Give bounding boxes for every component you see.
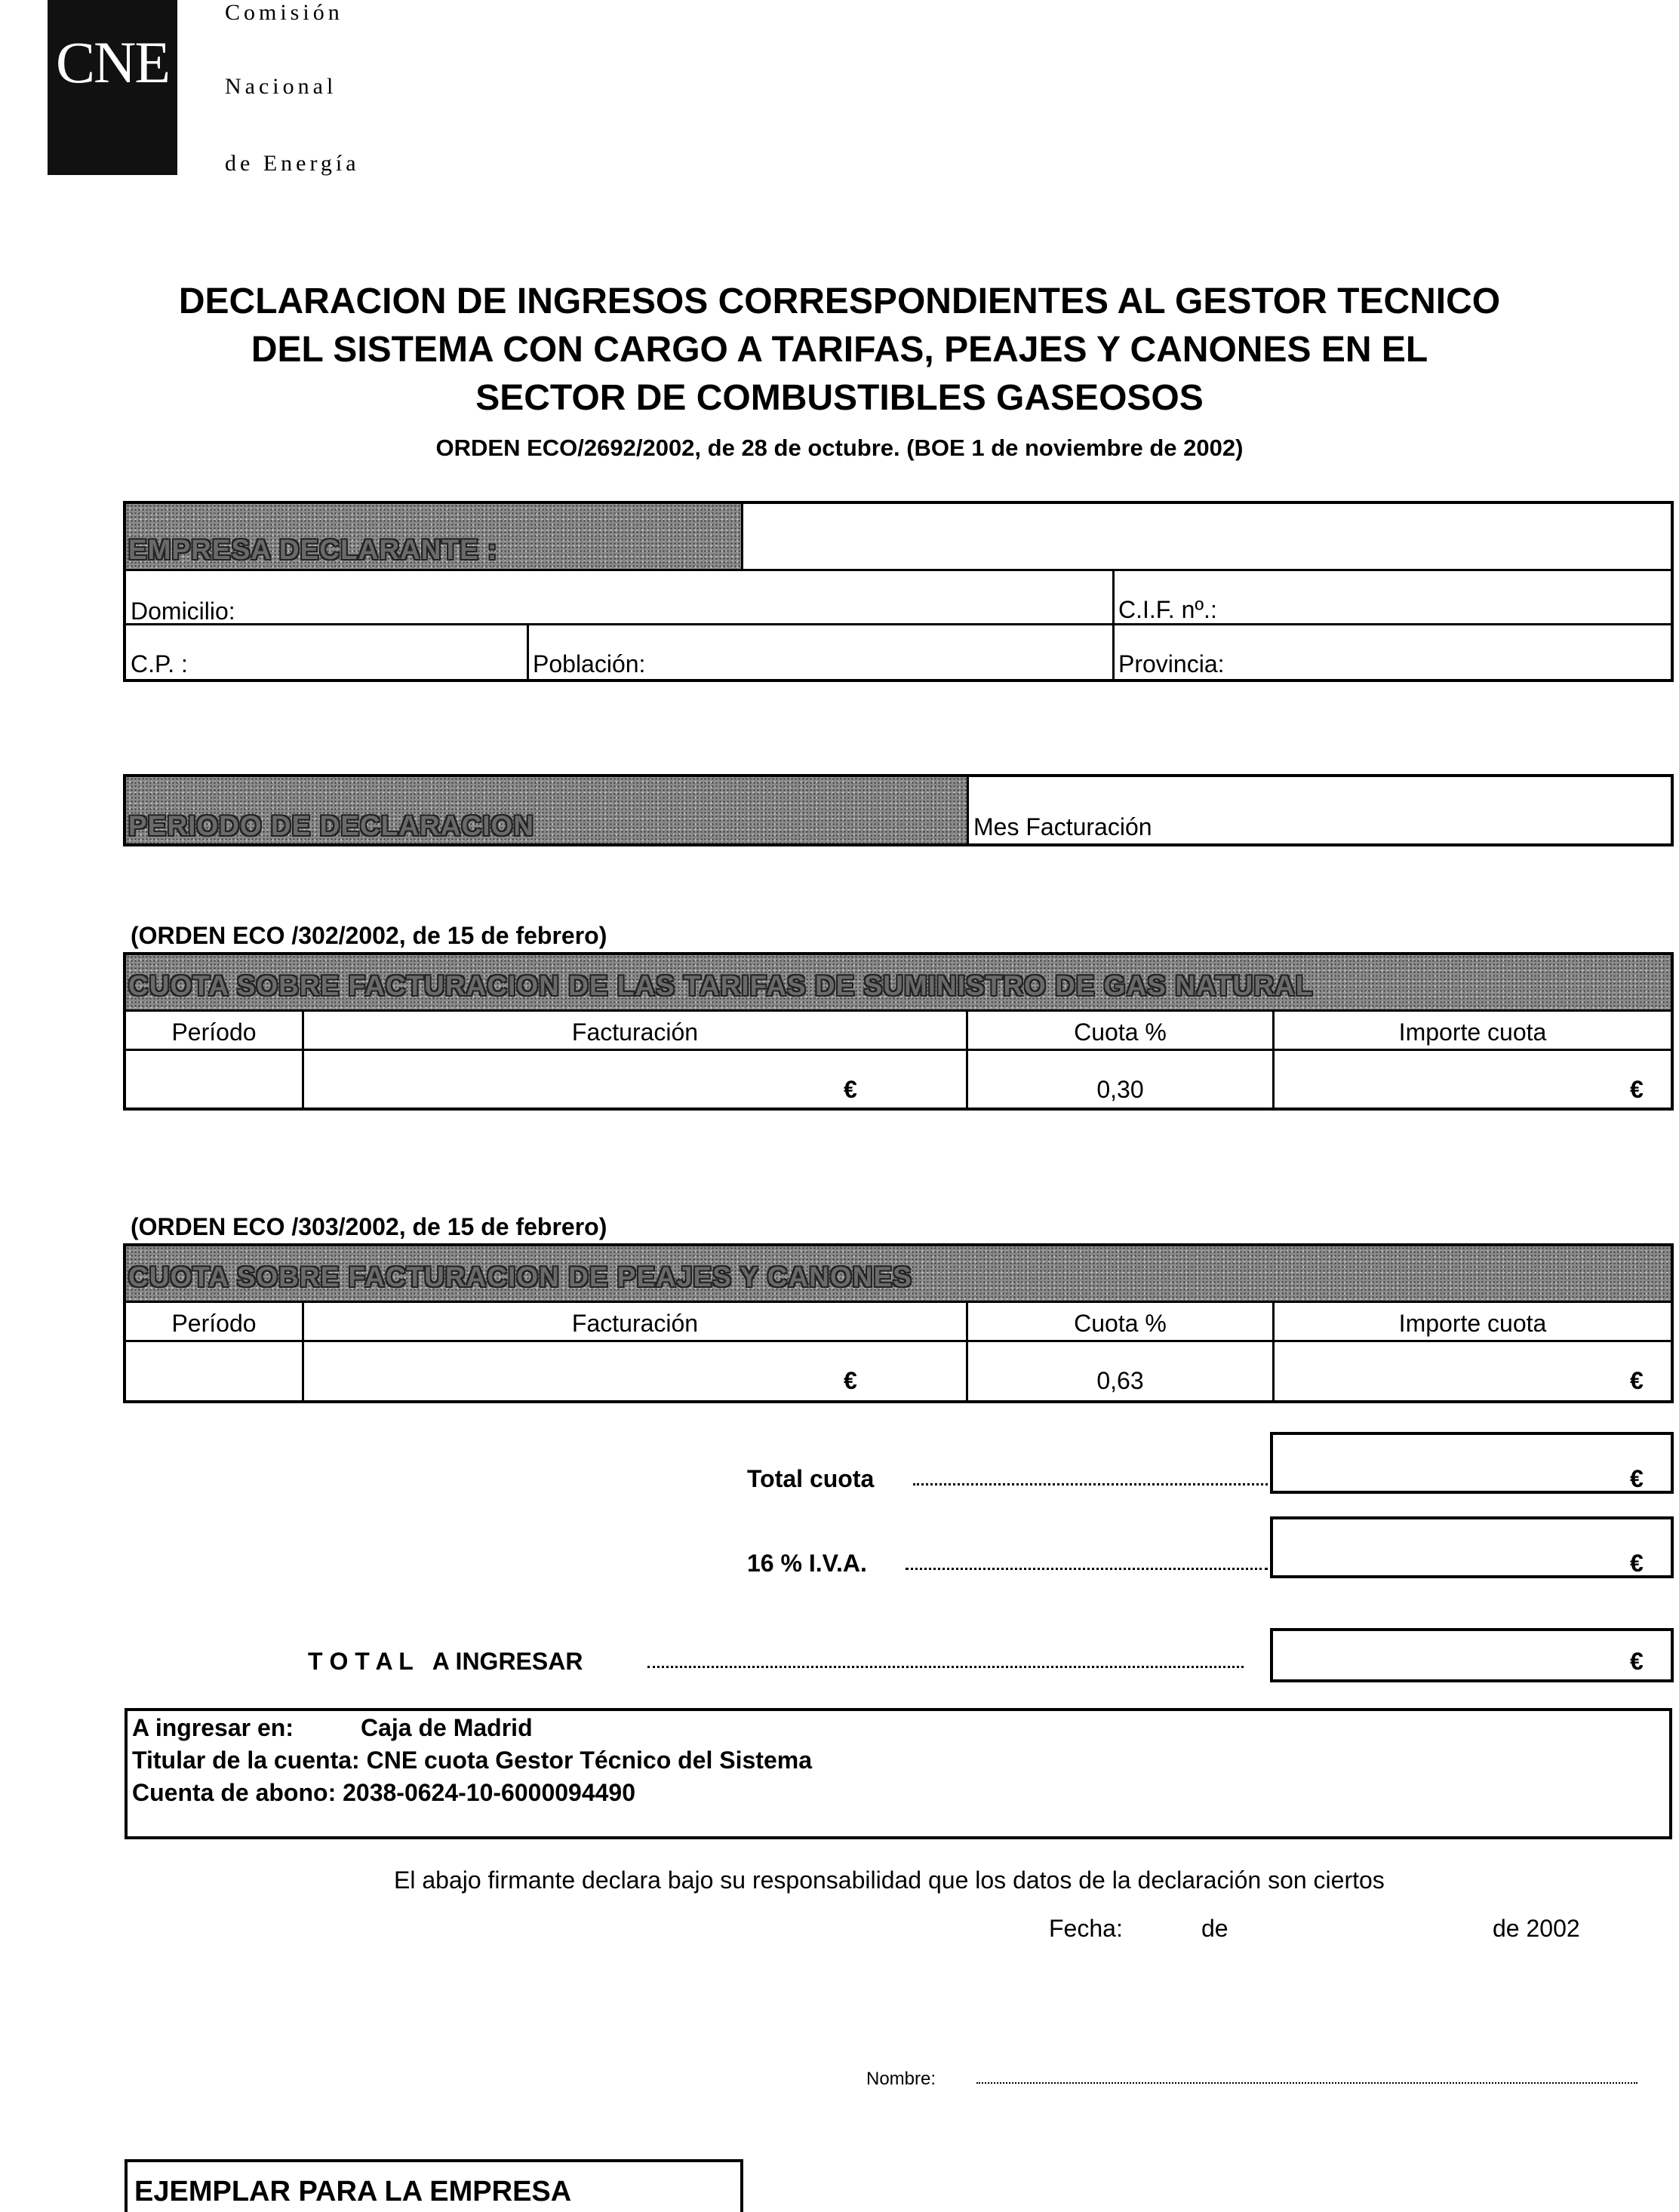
cp-label: C.P. :: [131, 650, 188, 677]
empresa-header: EMPRESA DECLARANTE :: [128, 534, 498, 565]
tabla1-col-cuota: Cuota %: [1074, 1018, 1167, 1046]
divider: [126, 623, 1671, 625]
tabla1-periodo-field[interactable]: [126, 1051, 302, 1108]
tabla2-col-importe: Importe cuota: [1398, 1310, 1547, 1337]
total-cuota-euro: €: [1630, 1465, 1644, 1492]
tabla2-importe-field[interactable]: [1275, 1342, 1671, 1400]
tabla1-importe-euro: €: [1630, 1076, 1644, 1103]
tabla1-facturacion-field[interactable]: [304, 1051, 966, 1108]
tabla2-col-cuota: Cuota %: [1074, 1310, 1167, 1337]
tabla2-facturacion-field[interactable]: [304, 1342, 966, 1400]
total-ingresar-euro: €: [1630, 1648, 1644, 1675]
total-ingresar-label: T O T A L A INGRESAR: [308, 1648, 583, 1675]
tabla2-header: CUOTA SOBRE FACTURACION DE PEAJES Y CANONES: [128, 1261, 912, 1292]
tabla1-col-facturacion: Facturación: [571, 1018, 699, 1046]
total-cuota-leader: [913, 1483, 1268, 1485]
cif-label: C.I.F. nº.:: [1118, 596, 1217, 623]
total-ingresar-leader: [647, 1666, 1244, 1668]
logo-abbr: CNE: [56, 29, 169, 95]
tabla1-facturacion-euro: €: [844, 1076, 857, 1103]
tabla1-header: CUOTA SOBRE FACTURACION DE LAS TARIFAS DE SUMINISTRO DE GAS NATURAL: [128, 970, 1314, 1001]
title-line-1: DECLARACION DE INGRESOS CORRESPONDIENTES AL GESTOR TECNICO: [178, 281, 1501, 321]
divider: [967, 777, 969, 843]
total-ingresar-field[interactable]: [1270, 1628, 1674, 1682]
iva-field[interactable]: [1270, 1516, 1674, 1578]
fecha-de-year: de 2002: [1493, 1915, 1580, 1942]
periodo-header: PERIODO DE DECLARACION: [128, 810, 534, 841]
iva-euro: €: [1630, 1550, 1644, 1577]
bank-line1-label: A ingresar en:: [132, 1714, 294, 1741]
poblacion-label: Población:: [533, 650, 646, 677]
provincia-label: Provincia:: [1118, 650, 1225, 677]
bank-name: Caja de Madrid: [361, 1714, 533, 1741]
iva-label: 16 % I.V.A.: [747, 1550, 867, 1577]
fecha-de-1: de: [1201, 1915, 1228, 1942]
title-line-2: DEL SISTEMA CON CARGO A TARIFAS, PEAJES Y CANONES EN EL: [251, 330, 1428, 370]
tabla2-importe-euro: €: [1630, 1367, 1644, 1394]
tabla2-periodo-field[interactable]: [126, 1342, 302, 1400]
total-cuota-field[interactable]: [1270, 1432, 1674, 1494]
tabla1-col-importe: Importe cuota: [1398, 1018, 1547, 1046]
ejemplar-label: EJEMPLAR PARA LA EMPRESA: [134, 2176, 572, 2207]
bank-titular: Titular de la cuenta: CNE cuota Gestor Técnico del Sistema: [132, 1747, 812, 1774]
declaration-text: El abajo firmante declara bajo su responsabilidad que los datos de la declaración son ciertos: [394, 1866, 1385, 1894]
nombre-field[interactable]: [976, 2082, 1637, 2084]
tabla2-col-periodo: Período: [171, 1310, 257, 1337]
divider: [1112, 569, 1115, 679]
tabla1-orden: (ORDEN ECO /302/2002, de 15 de febrero): [131, 922, 607, 949]
tabla1-cuota-value: 0,30: [1096, 1076, 1144, 1103]
domicilio-label: Domicilio:: [131, 598, 235, 625]
empresa-name-field[interactable]: [743, 504, 1671, 569]
divider: [527, 623, 529, 679]
fecha-label: Fecha:: [1049, 1915, 1123, 1942]
divider: [126, 569, 1671, 571]
tabla2-col-facturacion: Facturación: [571, 1310, 699, 1337]
order-reference: ORDEN ECO/2692/2002, de 28 de octubre. (BOE 1 de noviembre de 2002): [435, 435, 1244, 461]
nombre-label: Nombre:: [866, 2069, 936, 2089]
total-cuota-label: Total cuota: [747, 1465, 875, 1492]
mes-facturacion-label[interactable]: Mes Facturación: [973, 813, 1152, 840]
tabla1-importe-field[interactable]: [1275, 1051, 1671, 1108]
divider: [126, 1301, 1671, 1303]
title-line-3: SECTOR DE COMBUSTIBLES GASEOSOS: [475, 378, 1204, 418]
logo-line-2: Nacional: [225, 74, 337, 99]
bank-cuenta: Cuenta de abono: 2038-0624-10-6000094490: [132, 1779, 636, 1806]
iva-leader: [906, 1568, 1268, 1570]
tabla2-cuota-value: 0,63: [1096, 1367, 1144, 1394]
logo-line-1: Comisión: [225, 0, 343, 25]
tabla2-facturacion-euro: €: [844, 1367, 857, 1394]
tabla2-orden: (ORDEN ECO /303/2002, de 15 de febrero): [131, 1213, 607, 1240]
logo-line-3: de Energía: [225, 151, 360, 176]
divider: [126, 1009, 1671, 1012]
tabla1-col-periodo: Período: [171, 1018, 257, 1046]
